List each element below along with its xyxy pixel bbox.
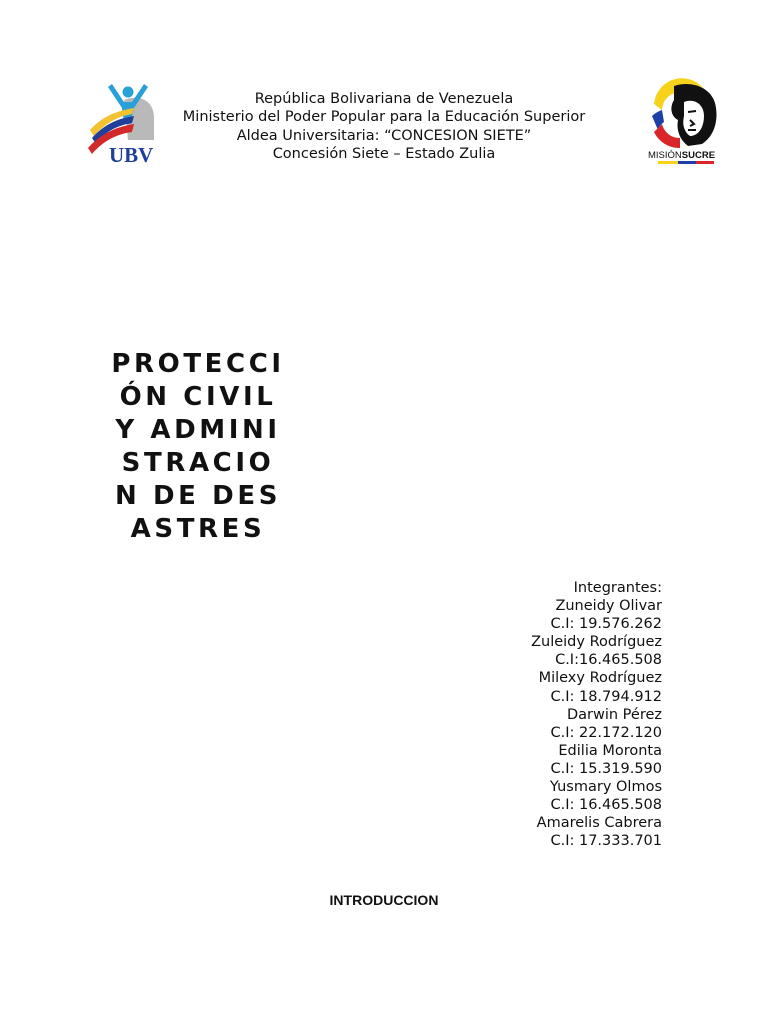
member-line: C.I: 15.319.590 [550, 760, 662, 777]
document-title: PROTECCIÓN CIVIL Y ADMINISTRACION DE DESASTRES [111, 349, 285, 544]
header-line-country: República Bolivariana de Venezuela [254, 91, 514, 107]
header-line-aldea: Aldea Universitaria: “CONCESION SIETE” [236, 127, 532, 144]
sucre-logo-text [648, 150, 715, 161]
member-line: C.I: 17.333.701 [550, 833, 662, 850]
mision-sucre-logo [644, 78, 722, 166]
member-line: Milexy Rodríguez [538, 670, 662, 687]
sucre-bar-blue [678, 161, 696, 164]
member-line: C.I: 19.576.262 [550, 616, 662, 633]
ubv-logo [84, 78, 170, 168]
member-line: Yusmary Olmos [549, 779, 662, 796]
member-line: C.I:16.465.508 [555, 652, 662, 669]
member-line: C.I: 18.794.912 [550, 688, 662, 705]
ubv-logo-figure-head [123, 87, 134, 98]
members-list [402, 579, 662, 850]
member-line: C.I: 16.465.508 [550, 797, 662, 814]
member-line: Zuleidy Rodríguez [531, 634, 662, 651]
sucre-bar-red [696, 161, 714, 164]
member-line: Edilia Moronta [558, 742, 662, 759]
header-line-ministry: Ministerio del Poder Popular para la Educación Superior [182, 109, 586, 126]
member-line: Zuneidy Olivar [555, 598, 662, 615]
member-line: C.I: 22.172.120 [550, 724, 662, 741]
introduction-heading: INTRODUCCION [329, 892, 439, 908]
member-line: Darwin Pérez [566, 706, 662, 723]
header-line-location: Concesión Siete – Estado Zulia [272, 146, 496, 163]
institution-header [160, 90, 608, 164]
ubv-logo-text: UBV [109, 143, 154, 167]
sucre-bar-yellow [658, 161, 678, 164]
members-heading: Integrantes: [573, 580, 662, 596]
member-line: Amarelis Cabrera [536, 815, 662, 832]
sucre-logo-text-suffix: SUCRE [681, 150, 716, 161]
sucre-logo-text-prefix: MISIÓN [648, 150, 682, 161]
